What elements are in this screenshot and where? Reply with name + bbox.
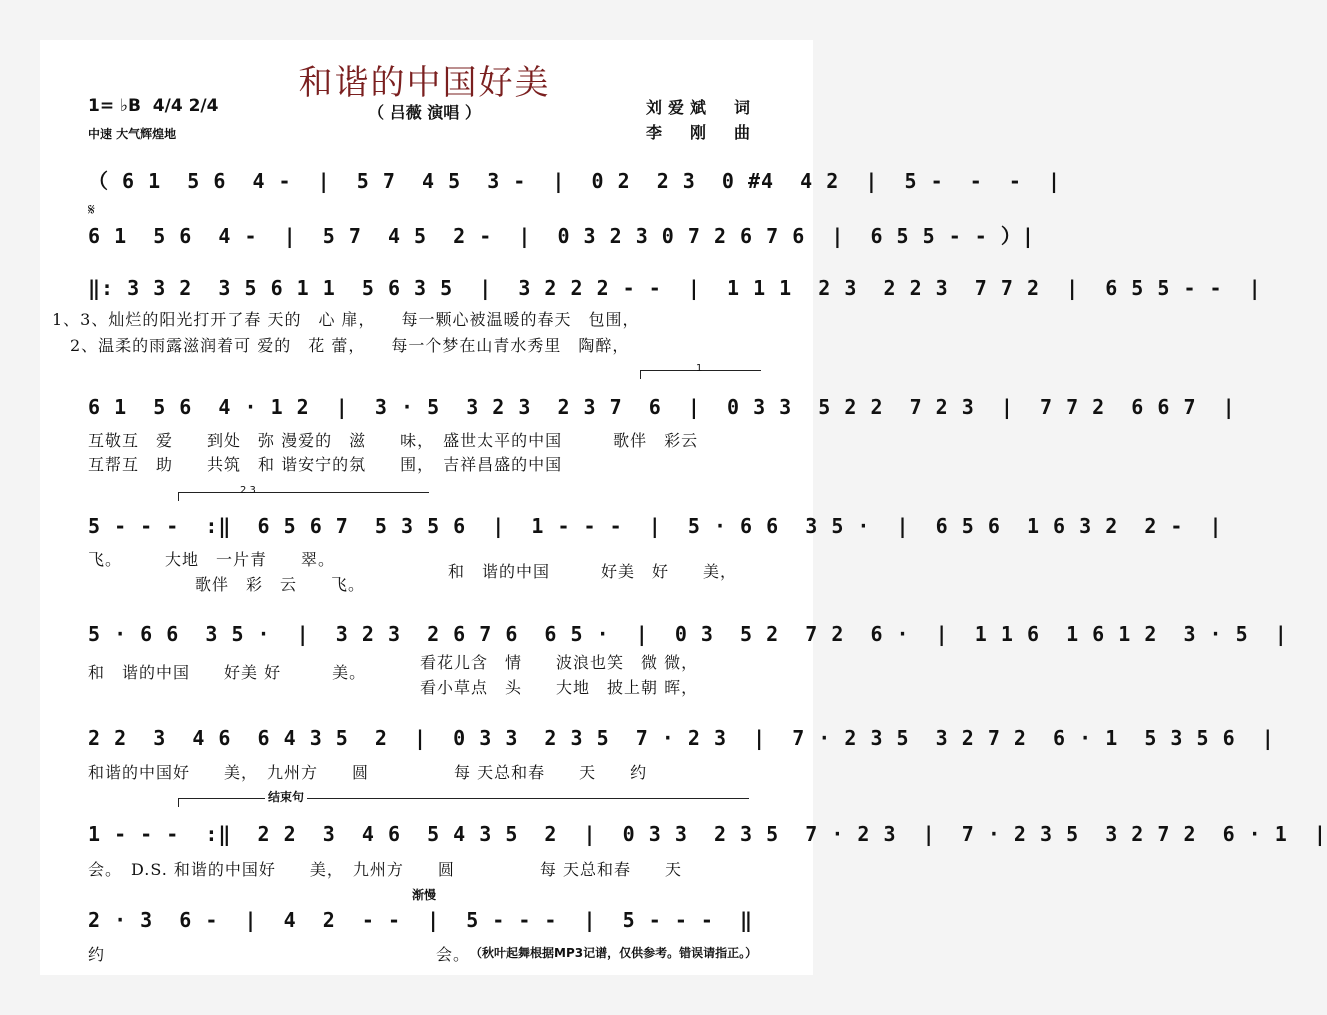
footnote: （秋叶起舞根据MP3记谱，仅供参考。错误请指正。） xyxy=(470,946,758,960)
score-line-5: 5 - - - :‖ 6 5 6 7 5 3 5 6 | 1 - - - | 5 · 6 6 3 5 · | 6 5 6 1 6 3 2 2 - | xyxy=(88,514,1223,538)
coda-bracket xyxy=(178,798,749,807)
score-line-9: 2 · 3 6 - | 4 2 - - | 5 - - - | 5 - - - ‖ xyxy=(88,908,754,932)
lyric-line-5a: 飞。 大地 一片青 翠。 xyxy=(88,550,336,569)
score-line-4: 6 1 5 6 4 · 1 2 | 3 · 5 3 2 3 2 3 7 6 | 0 3 3 5 2 2 7 2 3 | 7 7 2 6 6 7 | xyxy=(88,395,1236,419)
key-signature: 1= ♭B 4/4 2/4 xyxy=(88,96,219,116)
lyric-line-7: 和谐的中国好 美， 九州方 圆 每 天总和春 天 约 xyxy=(88,763,648,782)
lyric-line-5-chorus: 和 谐的中国 好美 好 美， xyxy=(448,562,738,581)
volta-23-label: 2 3 xyxy=(240,485,256,496)
coda-label: 结束句 xyxy=(265,788,307,805)
lyric-line-3b: 2、温柔的雨露滋润着可 爱的 花 蕾， 每一个梦在山青水秀里 陶醉， xyxy=(70,336,630,355)
segno-sign: 𝄋 xyxy=(88,200,95,219)
score-line-2: 6 1 5 6 4 - | 5 7 4 5 2 - | 0 3 2 3 0 7 2 6 7 6 | 6 5 5 - - ）| xyxy=(88,224,1035,248)
lyric-line-4a: 互敬互 爱 到处 弥 漫爱的 滋 味， 盛世太平的中国 歌伴 彩云 xyxy=(88,431,699,450)
performer-credit: （ 吕薇 演唱 ） xyxy=(368,103,481,122)
lyric-line-9-end: 会。 xyxy=(436,945,471,964)
score-line-7: 2 2 3 4 6 6 4 3 5 2 | 0 3 3 2 3 5 7 · 2 3 | 7 · 2 3 5 3 2 7 2 6 · 1 5 3 5 6 | xyxy=(88,726,1275,750)
composer-credit: 李 刚 曲 xyxy=(646,123,757,142)
lyric-line-3a: 1、3、灿烂的阳光打开了春 天的 心 扉， 每一颗心被温暖的春天 包围， xyxy=(52,310,640,329)
song-title: 和谐的中国好美 xyxy=(298,63,551,103)
lyric-line-6-left: 和 谐的中国 好美 好 美。 xyxy=(88,663,367,682)
lyric-line-6-right-a: 看花儿含 情 波浪也笑 微 微， xyxy=(420,653,699,672)
tempo-marking: 中速 大气辉煌地 xyxy=(88,127,177,141)
volta-23-bracket xyxy=(178,492,429,501)
lyric-line-6-right-b: 看小草点 头 大地 披上朝 晖， xyxy=(420,678,699,697)
lyric-line-4b: 互帮互 助 共筑 和 谐安宁的氛 围， 吉祥昌盛的中国 xyxy=(88,455,563,474)
lyric-line-9: 约 xyxy=(88,945,106,964)
ritardando-label: 渐慢 xyxy=(412,888,437,902)
score-line-3: ‖: 3 3 2 3 5 6 1 1 5 6 3 5 | 3 2 2 2 - - | 1 1 1 2 3 2 2 3 7 7 2 | 6 5 5 - - | xyxy=(88,276,1262,300)
lyric-line-5b: 歌伴 彩 云 飞。 xyxy=(195,575,366,594)
score-line-6: 5 · 6 6 3 5 · | 3 2 3 2 6 7 6 6 5 · | 0 3 5 2 7 2 6 · | 1 1 6 1 6 1 2 3 · 5 | xyxy=(88,622,1288,646)
volta-1-label: 1 xyxy=(696,363,703,374)
score-line-1: （ 6 1 5 6 4 - | 5 7 4 5 3 - | 0 2 2 3 0 #4 4 2 | 5 - - - | xyxy=(88,169,1061,193)
lyric-line-8: 会。 D.S. 和谐的中国好 美， 九州方 圆 每 天总和春 天 xyxy=(88,860,682,879)
lyricist-credit: 刘爱斌 词 xyxy=(646,98,757,117)
score-line-8: 1 - - - :‖ 2 2 3 4 6 5 4 3 5 2 | 0 3 3 2 3 5 7 · 2 3 | 7 · 2 3 5 3 2 7 2 6 · 1 | xyxy=(88,822,1327,846)
